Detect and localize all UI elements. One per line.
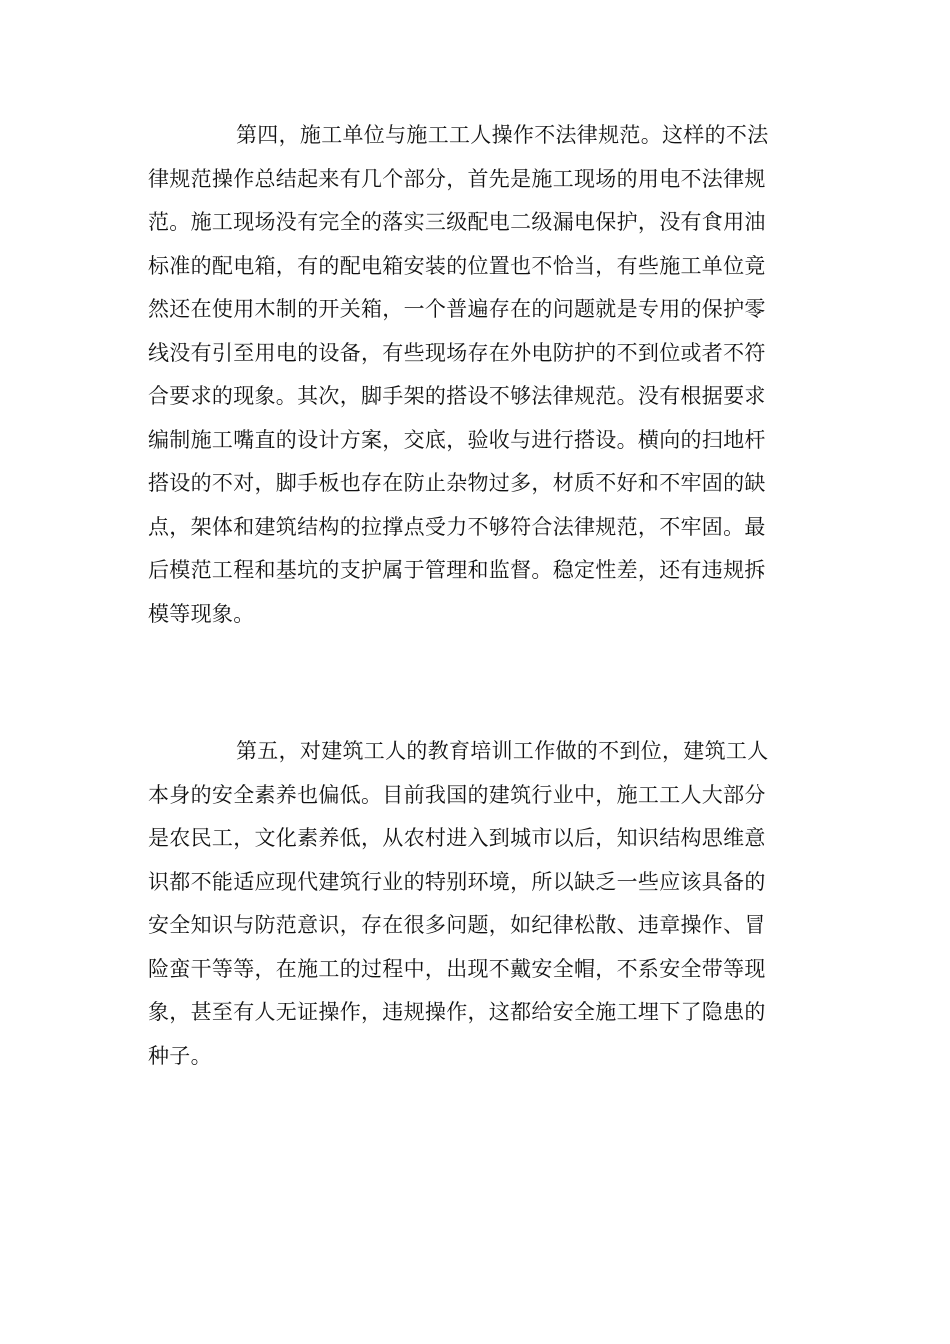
paragraph-line: 象，甚至有人无证操作，违规操作，这都给安全施工埋下了隐患的: [148, 1000, 766, 1024]
paragraph-line: 点，架体和建筑结构的拉撑点受力不够符合法律规范，不牢固。最: [148, 514, 766, 539]
paragraph-line: 律规范操作总结起来有几个部分，首先是施工现场的用电不法律规: [148, 166, 766, 191]
paragraph-line: 第四，施工单位与施工工人操作不法律规范。这样的不法: [236, 123, 769, 147]
paragraph-line: 模等现象。: [148, 601, 255, 626]
paragraph-line: 种子。: [148, 1043, 212, 1068]
paragraph-line: 合要求的现象。其次，脚手架的搭设不够法律规范。没有根据要求: [148, 384, 766, 408]
paragraph-line: 本身的安全素养也偏低。目前我国的建筑行业中，施工工人大部分: [148, 782, 766, 807]
paragraph-line: 搭设的不对，脚手板也存在防止杂物过多，材质不好和不牢固的缺: [148, 471, 766, 495]
paragraph-line: 识都不能适应现代建筑行业的特别环境，所以缺乏一些应该具备的: [148, 869, 766, 894]
paragraph-line: 编制施工嘴直的设计方案，交底，验收与进行搭设。横向的扫地杆: [148, 427, 766, 452]
paragraph-line: 险蛮干等等，在施工的过程中，出现不戴安全帽，不系安全带等现: [148, 956, 766, 981]
paragraph-line: 第五，对建筑工人的教育培训工作做的不到位，建筑工人: [236, 739, 769, 763]
paragraph-line: 范。施工现场没有完全的落实三级配电二级漏电保护，没有食用油: [148, 210, 766, 234]
paragraph-line: 标准的配电箱，有的配电箱安装的位置也不恰当，有些施工单位竟: [148, 253, 766, 278]
paragraph-fifth: [148, 730, 798, 1078]
paragraph-fourth: [148, 114, 798, 636]
paragraph-line: 线没有引至用电的设备，有些现场存在外电防护的不到位或者不符: [148, 340, 766, 365]
paragraph-line: 安全知识与防范意识，存在很多问题，如纪律松散、违章操作、冒: [148, 913, 766, 937]
paragraph-line: 是农民工，文化素养低，从农村进入到城市以后，知识结构思维意: [148, 826, 766, 850]
paragraph-line: 然还在使用木制的开关箱，一个普遍存在的问题就是专用的保护零: [148, 297, 766, 321]
paragraph-line: 后模范工程和基坑的支护属于管理和监督。稳定性差，还有违规拆: [148, 558, 766, 582]
